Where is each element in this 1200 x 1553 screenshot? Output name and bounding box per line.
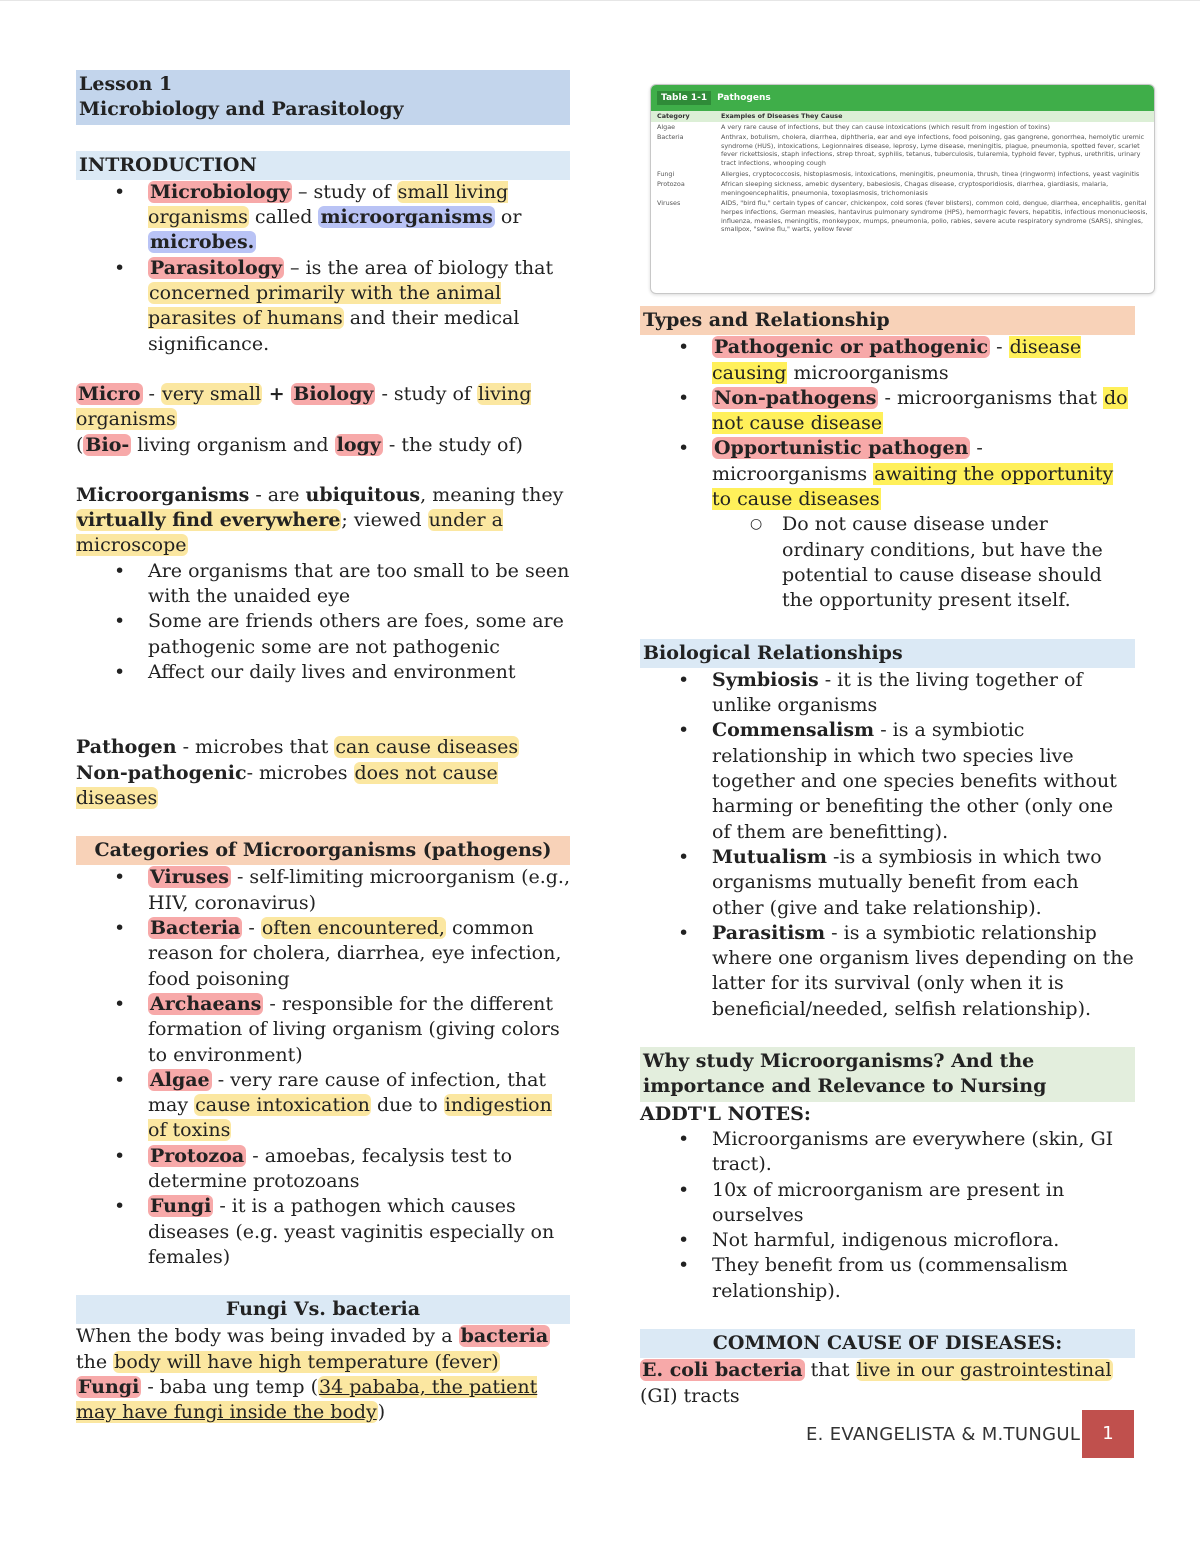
list-item: • Are organisms that are too small to be seen with the unaided eye	[148, 559, 570, 610]
table-header-row: Category Examples of Diseases They Cause	[651, 111, 1154, 122]
fungi-vs-bacteria-paragraph: When the body was being invaded by a bacteria the body will have high temperature (fever) Fungi - baba ung temp (34 pababa, the patient may have fungi inside the body)	[76, 1325, 549, 1424]
list-item: • Viruses - self-limiting microorganism (e.g., HIV, coronavirus)	[148, 865, 570, 916]
list-item: • Non-pathogens - microorganisms that do not cause disease	[712, 386, 1135, 437]
list-item: ○ Do not cause disease under ordinary conditions, but have the potential to cause disease should the opportunity present itself.	[782, 512, 1135, 613]
intro-list	[76, 180, 570, 357]
list-item: • They benefit from us (commensalism relationship).	[712, 1253, 1135, 1304]
lesson-title: Microbiology and Parasitology	[79, 98, 404, 121]
table-row: Algae A very rare cause of infections, but they can cause intoxications (which result from ingestion of toxins)	[657, 122, 1050, 131]
fungi-vs-bacteria-heading: Fungi Vs. bacteria	[76, 1295, 570, 1324]
table-title-bar: Table 1-1 Pathogens	[651, 85, 1154, 111]
categories-heading: Categories of Microorganisms (pathogens)	[76, 836, 570, 865]
categories-list	[76, 865, 570, 1270]
types-list	[640, 335, 1135, 613]
footer-authors: E. EVANGELISTA & M.TUNGUL	[806, 1424, 1081, 1445]
pathogen-definition: Pathogen - microbes that can cause diseases Non-pathogenic- microbes does not cause diseases	[76, 736, 519, 809]
bio-list	[640, 668, 1135, 1022]
page-number: 1	[1082, 1410, 1134, 1458]
microbiology-term: Microbiology	[150, 180, 290, 203]
list-item: • Microbiology – study of small living organisms called microorganisms or microbes.	[148, 180, 570, 256]
microorganisms-list	[76, 559, 570, 685]
types-heading: Types and Relationship	[640, 306, 1135, 335]
list-item: • Pathogenic or pathogenic - disease causing microorganisms	[712, 335, 1135, 386]
list-item: • Not harmful, indigenous microflora.	[712, 1228, 1135, 1253]
list-item: • Affect our daily lives and environment	[148, 660, 570, 685]
common-cause-paragraph: E. coli bacteria that live in our gastrointestinal (GI) tracts	[640, 1359, 1112, 1407]
common-cause-heading: COMMON CAUSE OF DISEASES:	[640, 1329, 1135, 1358]
list-item: • Fungi - it is a pathogen which causes diseases (e.g. yeast vaginitis especially on females)	[148, 1194, 570, 1270]
list-item: • Parasitism - is a symbiotic relationship where one organism lives depending on the latter for its survival (only when it is beneficial/needed, selfish relationship).	[712, 921, 1135, 1022]
types-sublist	[712, 512, 1135, 613]
list-item: • Commensalism - is a symbiotic relationship in which two species live together and one species benefits without harming or benefiting the other (only one of them are benefitting).	[712, 718, 1135, 844]
list-item: • Microorganisms are everywhere (skin, GI tract).	[712, 1127, 1135, 1178]
list-item: • Symbiosis - it is the living together of unlike organisms	[712, 668, 1135, 719]
lesson-label: Lesson 1	[79, 73, 173, 95]
pathogens-table	[650, 84, 1155, 294]
table-row: Viruses AIDS, "bird flu," certain types of cancer, chickenpox, cold sores (fever blisters), common cold, dengue, diarrhea, encephalitis, genital herpes infections, German measles, hantavirus pulmonary syndrome (HPS), hemorrhagic fevers, hepatitis, infectious mononucleosis, influenza, measles, meningitis, monkeypox, mumps, pneumonia, polio, rabies, severe acute respiratory syndrome (SARS), shingles, smallpox, "swine flu," warts, yellow fever	[657, 199, 1148, 234]
list-item: • Bacteria - often encountered, common reason for cholera, diarrhea, eye infection, food poisoning	[148, 916, 570, 992]
list-item: • Some are friends others are foes, some are pathogenic some are not pathogenic	[148, 609, 570, 660]
why-heading: Why study Microorganisms? And the importance and Relevance to Nursing	[640, 1047, 1135, 1102]
top-rule	[0, 0, 1200, 1]
parasitology-term: Parasitology	[150, 256, 282, 279]
list-item: • Parasitology – is the area of biology that concerned primarily with the animal parasites of humans and their medical significance.	[148, 256, 570, 357]
right-column	[640, 84, 1148, 1409]
etymology-paragraph: Micro - very small + Biology - study of living organisms ( Bio- living organism and logy - the study of)	[76, 382, 532, 456]
table-row: Fungi Allergies, cryptococcosis, histoplasmosis, intoxications, meningitis, pneumonia, thrush, tinea (ringworm) infections, yeast vaginitis	[657, 169, 1140, 178]
lesson-header	[76, 70, 570, 125]
list-item: • Protozoa - amoebas, fecalysis test to determine protozoans	[148, 1144, 570, 1195]
why-list	[640, 1127, 1135, 1304]
list-item: • 10x of microorganism are present in ourselves	[712, 1178, 1135, 1229]
intro-heading: INTRODUCTION	[76, 151, 570, 180]
bio-heading: Biological Relationships	[640, 639, 1135, 668]
list-item: • Mutualism -is a symbiosis in which two organisms mutually benefit from each other (give and take relationship).	[712, 845, 1135, 921]
table-row: Protozoa African sleeping sickness, amebic dysentery, babesiosis, Chagas disease, cryptosporidiosis, diarrhea, giardiasis, malaria, meningoencephalitis, pneumonia, toxoplasmosis, trichomoniasis	[657, 180, 1109, 197]
table-row: Bacteria Anthrax, botulism, cholera, diarrhea, diphtheria, ear and eye infections, food poisoning, gas gangrene, gonorrhea, hemolytic uremic syndrome (HUS), intoxications, Legionnaires disease, leprosy, Lyme disease, meningitis, plague, pneumonia, spotted fever, scarlet fever rickettsiosis, staph infections, strep throat, syphilis, tetanus, tuberculosis, tularemia, typhoid fever, typhus, urethritis, urinary tract infections, whooping cough	[657, 133, 1145, 167]
microorganisms-paragraph: Microorganisms - are ubiquitous, meaning they virtually find everywhere; viewed under a microscope	[76, 483, 564, 557]
list-item: • Opportunistic pathogen - microorganisms awaiting the opportunity to cause diseases ○ Do not cause disease under ordinary conditions, but have the potential to cause disease should the opportunity present itself.	[712, 436, 1135, 613]
addtl-notes-label: ADDT'L NOTES:	[640, 1102, 811, 1125]
left-column	[76, 70, 570, 1426]
list-item: • Algae - very rare cause of infection, that may cause intoxication due to indigestion of toxins	[148, 1068, 570, 1144]
list-item: • Archaeans - responsible for the different formation of living organism (giving colors to environment)	[148, 992, 570, 1068]
